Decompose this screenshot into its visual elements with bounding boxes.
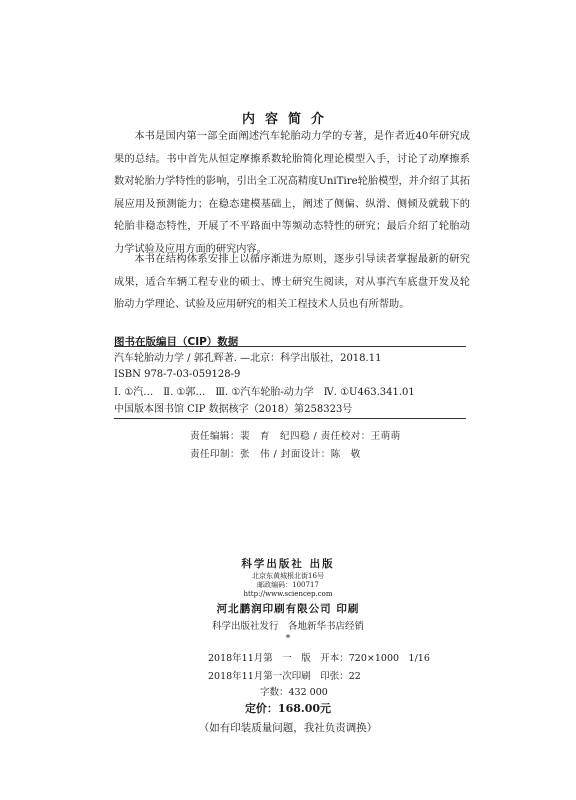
cip-title: 图书在版编目（CIP）数据 xyxy=(114,336,239,348)
cip-top-rule xyxy=(114,346,466,347)
printing-line: 2018年11月第一次印刷 印张：22 xyxy=(208,671,361,682)
printer-name: 河北鹏润印刷有限公司 印刷 xyxy=(216,603,360,615)
print-credit: 责任印制：张 伟 / 封面设计：陈 敬 xyxy=(190,449,361,460)
section-title: 内容简介 xyxy=(241,112,334,127)
price: 定价：168.00元 xyxy=(244,702,332,715)
quality-notice: （如有印装质量问题，我社负责调换） xyxy=(198,722,378,734)
cip-line-classification: Ⅰ. ①汽… Ⅱ. ①郭… Ⅲ. ①汽车轮胎-动力学 Ⅳ. ①U463.341.01 xyxy=(114,387,415,398)
publisher-postcode: 邮政编码：100717 xyxy=(257,581,319,589)
publisher-website: http://www.sciencep.com xyxy=(243,590,333,598)
cip-line-title: 汽车轮胎动力学 / 郭孔辉著. —北京：科学出版社，2018.11 xyxy=(114,353,382,364)
publisher-address: 北京东黄城根北街16号 xyxy=(252,572,324,580)
editor-credit: 责任编辑：裴 育 纪四稳 / 责任校对：王萌萌 xyxy=(190,431,401,442)
word-count-line: 字数：432 000 xyxy=(260,687,328,698)
summary-paragraph-1: 本书是国内第一部全面阐述汽车轮胎动力学的专著，是作者近40年研究成果的总结。书中首先从恒定摩擦系数轮胎简化理论模型入手，讨论了动摩擦系数对轮胎力学特性的影响，引出全工况高精度UniTire轮胎模型，并介绍了其拓展应用及预测能力；在稳态建模基础上，阐述了侧偏、纵滑、侧倾及就载下的轮胎非稳态特性，开展了不平路面中等频动态特性的研究；最后介绍了轮胎动力学试验及应用方面的研究内容。 xyxy=(114,131,470,255)
cip-line-record-number: 中国版本图书馆 CIP 数据核字（2018）第258323号 xyxy=(114,404,353,415)
cip-line-isbn: ISBN 978-7-03-059128-9 xyxy=(114,369,241,380)
separator-mark: * xyxy=(285,634,291,644)
publisher-name: 科学出版社 出版 xyxy=(241,558,335,570)
summary-paragraph-2: 本书在结构体系安排上以循序渐进为原则，逐步引导读者掌握最新的研究成果，适合车辆工程专业的硕士、博士研究生阅读，对从事汽车底盘开发及轮胎动力学理论、试验及应用研究的相关工程技术人员也有所帮助。 xyxy=(114,254,470,310)
cip-bottom-rule xyxy=(114,418,466,419)
edition-line: 2018年11月第 一 版 开本：720×1000 1/16 xyxy=(208,653,430,664)
distribution-line: 科学出版社发行 各地新华书店经销 xyxy=(211,621,364,632)
